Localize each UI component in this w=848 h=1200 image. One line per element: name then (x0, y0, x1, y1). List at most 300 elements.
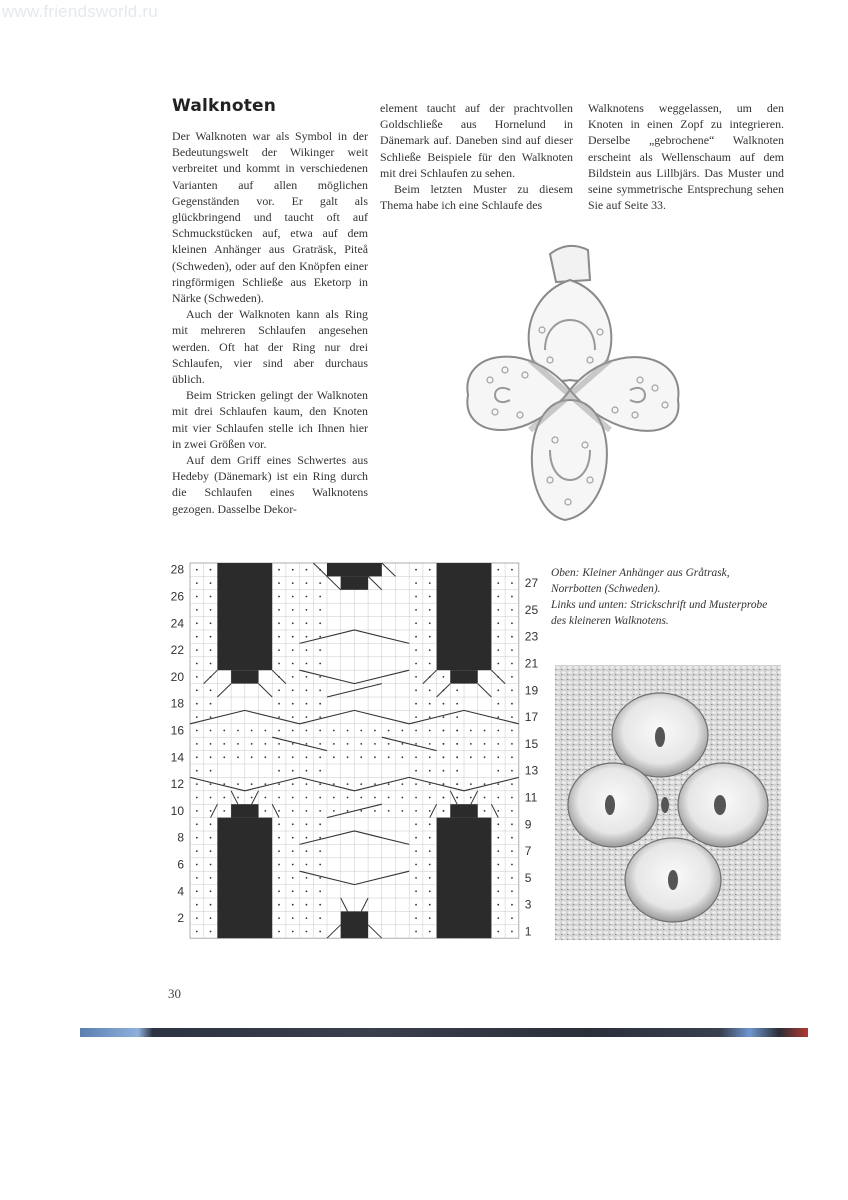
purl-dot (196, 596, 198, 598)
purl-dot (237, 743, 239, 745)
purl-dot (443, 797, 445, 799)
purl-dot (511, 689, 513, 691)
purl-dot (306, 823, 308, 825)
purl-dot (497, 890, 499, 892)
purl-dot (278, 636, 280, 638)
purl-dot (497, 770, 499, 772)
purl-dot (456, 730, 458, 732)
purl-dot (415, 904, 417, 906)
row-label-left: 8 (177, 830, 184, 845)
purl-dot (264, 797, 266, 799)
purl-dot (319, 663, 321, 665)
purl-dot (374, 783, 376, 785)
purl-dot (429, 730, 431, 732)
purl-dot (223, 743, 225, 745)
purl-dot (251, 783, 253, 785)
no-stitch-block (437, 563, 492, 670)
purl-dot (456, 797, 458, 799)
purl-dot (374, 797, 376, 799)
row-label-right: 9 (524, 817, 532, 832)
purl-dot (374, 743, 376, 745)
purl-dot (196, 689, 198, 691)
purl-dot (196, 823, 198, 825)
row-label-right: 17 (524, 710, 539, 725)
purl-dot (251, 743, 253, 745)
purl-dot (196, 622, 198, 624)
purl-dot (415, 609, 417, 611)
purl-dot (210, 904, 212, 906)
paragraph: Auch der Walknoten kann als Ring mit mehreren Schlaufen angesehen werden. Oft hat der Ring nur drei Schlaufen, vier sind aber durchaus üblich. (172, 307, 368, 387)
purl-dot (292, 649, 294, 651)
row-label-left: 4 (177, 884, 184, 899)
purl-dot (429, 689, 431, 691)
purl-dot (333, 797, 335, 799)
purl-dot (210, 703, 212, 705)
row-label-right: 3 (524, 897, 532, 912)
purl-dot (306, 703, 308, 705)
purl-dot (319, 676, 321, 678)
purl-dot (196, 877, 198, 879)
purl-dot (306, 810, 308, 812)
purl-dot (306, 569, 308, 571)
purl-dot (306, 716, 308, 718)
purl-dot (292, 877, 294, 879)
purl-dot (196, 810, 198, 812)
purl-dot (429, 649, 431, 651)
purl-dot (388, 756, 390, 758)
purl-dot (497, 663, 499, 665)
purl-dot (415, 649, 417, 651)
purl-dot (223, 756, 225, 758)
paragraph: Beim letzten Muster zu diesem Thema habe ich eine Schlaufe des (380, 182, 573, 213)
purl-dot (278, 663, 280, 665)
purl-dot (292, 837, 294, 839)
row-label-left: 2 (177, 911, 184, 926)
purl-dot (497, 783, 499, 785)
row-label-left: 28 (170, 562, 184, 577)
purl-dot (511, 877, 513, 879)
purl-dot (497, 877, 499, 879)
purl-dot (278, 743, 280, 745)
purl-dot (319, 636, 321, 638)
purl-dot (415, 783, 417, 785)
purl-dot (511, 823, 513, 825)
purl-dot (443, 676, 445, 678)
purl-dot (497, 716, 499, 718)
purl-dot (319, 716, 321, 718)
row-label-right: 23 (524, 629, 539, 644)
purl-dot (415, 823, 417, 825)
purl-dot (497, 917, 499, 919)
purl-dot (497, 569, 499, 571)
purl-dot (237, 756, 239, 758)
purl-dot (429, 582, 431, 584)
purl-dot (456, 783, 458, 785)
purl-dot (319, 890, 321, 892)
purl-dot (306, 917, 308, 919)
purl-dot (292, 569, 294, 571)
purl-dot (484, 730, 486, 732)
purl-dot (388, 783, 390, 785)
purl-dot (497, 609, 499, 611)
purl-dot (210, 756, 212, 758)
purl-dot (292, 622, 294, 624)
purl-dot (210, 810, 212, 812)
purl-dot (415, 917, 417, 919)
purl-dot (210, 636, 212, 638)
purl-dot (306, 783, 308, 785)
purl-dot (251, 797, 253, 799)
purl-dot (210, 582, 212, 584)
purl-dot (443, 703, 445, 705)
purl-dot (306, 622, 308, 624)
purl-dot (347, 810, 349, 812)
purl-dot (456, 703, 458, 705)
purl-dot (360, 743, 362, 745)
purl-dot (443, 716, 445, 718)
purl-dot (484, 743, 486, 745)
purl-dot (210, 622, 212, 624)
purl-dot (415, 596, 417, 598)
purl-dot (415, 837, 417, 839)
purl-dot (319, 877, 321, 879)
purl-dot (196, 904, 198, 906)
purl-dot (196, 756, 198, 758)
purl-dot (443, 770, 445, 772)
row-label-right: 7 (524, 844, 532, 859)
purl-dot (456, 716, 458, 718)
purl-dot (292, 582, 294, 584)
purl-dot (278, 810, 280, 812)
purl-dot (306, 689, 308, 691)
purl-dot (497, 931, 499, 933)
purl-dot (456, 770, 458, 772)
purl-dot (401, 730, 403, 732)
page-number: 30 (168, 986, 181, 1001)
purl-dot (292, 770, 294, 772)
purl-dot (443, 730, 445, 732)
purl-dot (511, 622, 513, 624)
purl-dot (278, 770, 280, 772)
purl-dot (196, 864, 198, 866)
purl-dot (456, 756, 458, 758)
purl-dot (388, 797, 390, 799)
caption-line-1: Oben: Kleiner Anhänger aus Gråtrask, Norrbotten (Schweden). (551, 567, 730, 595)
purl-dot (292, 609, 294, 611)
purl-dot (347, 730, 349, 732)
purl-dot (306, 904, 308, 906)
purl-dot (333, 743, 335, 745)
purl-dot (497, 582, 499, 584)
purl-dot (415, 864, 417, 866)
purl-dot (511, 716, 513, 718)
purl-dot (429, 743, 431, 745)
row-label-left: 22 (170, 643, 184, 658)
purl-dot (374, 810, 376, 812)
purl-dot (429, 890, 431, 892)
purl-dot (210, 609, 212, 611)
purl-dot (429, 703, 431, 705)
purl-dot (429, 636, 431, 638)
purl-dot (484, 783, 486, 785)
no-stitch-block (341, 576, 368, 589)
row-label-left: 24 (170, 616, 184, 631)
purl-dot (470, 756, 472, 758)
purl-dot (292, 904, 294, 906)
purl-dot (497, 622, 499, 624)
purl-dot (497, 703, 499, 705)
purl-dot (237, 797, 239, 799)
purl-dot (360, 797, 362, 799)
purl-dot (278, 783, 280, 785)
purl-dot (278, 756, 280, 758)
purl-dot (511, 756, 513, 758)
purl-dot (196, 837, 198, 839)
purl-dot (511, 636, 513, 638)
purl-dot (306, 609, 308, 611)
row-label-left: 6 (177, 857, 184, 872)
purl-dot (401, 783, 403, 785)
purl-dot (196, 663, 198, 665)
purl-dot (429, 596, 431, 598)
purl-dot (319, 904, 321, 906)
purl-dot (511, 649, 513, 651)
purl-dot (278, 689, 280, 691)
purl-dot (415, 743, 417, 745)
purl-dot (319, 797, 321, 799)
purl-dot (306, 797, 308, 799)
purl-dot (415, 716, 417, 718)
purl-dot (292, 743, 294, 745)
purl-dot (278, 649, 280, 651)
row-label-left: 26 (170, 589, 184, 604)
no-stitch-block (217, 563, 272, 670)
purl-dot (374, 756, 376, 758)
purl-dot (429, 622, 431, 624)
paragraph: element taucht auf der prachtvollen Goldschließe aus Hornelund in Dänemark auf. Daneben sind auf dieser Schließe Beispiele für den Walknoten mit drei Schlaufen zu sehen. (380, 101, 573, 180)
purl-dot (196, 770, 198, 772)
purl-dot (278, 877, 280, 879)
purl-dot (292, 596, 294, 598)
purl-dot (278, 716, 280, 718)
purl-dot (415, 797, 417, 799)
purl-dot (196, 931, 198, 933)
text-column-3 (588, 100, 784, 213)
purl-dot (429, 783, 431, 785)
purl-dot (497, 636, 499, 638)
purl-dot (196, 783, 198, 785)
purl-dot (196, 890, 198, 892)
purl-dot (456, 743, 458, 745)
purl-dot (223, 810, 225, 812)
purl-dot (196, 569, 198, 571)
purl-dot (319, 622, 321, 624)
purl-dot (497, 837, 499, 839)
purl-dot (497, 810, 499, 812)
purl-dot (264, 730, 266, 732)
purl-dot (347, 783, 349, 785)
purl-dot (429, 850, 431, 852)
purl-dot (319, 689, 321, 691)
purl-dot (292, 756, 294, 758)
purl-dot (264, 810, 266, 812)
purl-dot (210, 743, 212, 745)
purl-dot (511, 797, 513, 799)
purl-dot (278, 609, 280, 611)
purl-dot (278, 890, 280, 892)
purl-dot (210, 864, 212, 866)
purl-dot (306, 864, 308, 866)
purl-dot (292, 850, 294, 852)
purl-dot (278, 596, 280, 598)
purl-dot (511, 703, 513, 705)
purl-dot (196, 797, 198, 799)
purl-dot (306, 770, 308, 772)
purl-dot (210, 783, 212, 785)
purl-dot (415, 756, 417, 758)
purl-dot (401, 756, 403, 758)
purl-dot (319, 582, 321, 584)
purl-dot (415, 689, 417, 691)
purl-dot (429, 864, 431, 866)
purl-dot (484, 810, 486, 812)
purl-dot (497, 904, 499, 906)
purl-dot (429, 917, 431, 919)
purl-dot (511, 676, 513, 678)
purl-dot (278, 622, 280, 624)
purl-dot (196, 850, 198, 852)
purl-dot (306, 582, 308, 584)
purl-dot (251, 730, 253, 732)
purl-dot (278, 823, 280, 825)
purl-dot (237, 783, 239, 785)
purl-dot (470, 743, 472, 745)
purl-dot (429, 837, 431, 839)
purl-dot (511, 609, 513, 611)
purl-dot (470, 797, 472, 799)
purl-dot (306, 676, 308, 678)
purl-dot (319, 743, 321, 745)
purl-dot (264, 783, 266, 785)
purl-dot (429, 569, 431, 571)
purl-dot (347, 797, 349, 799)
purl-dot (374, 730, 376, 732)
purl-dot (511, 582, 513, 584)
purl-dot (511, 663, 513, 665)
purl-dot (306, 730, 308, 732)
purl-dot (497, 689, 499, 691)
row-label-right: 27 (524, 576, 539, 591)
purl-dot (292, 663, 294, 665)
no-stitch-block (341, 911, 368, 938)
row-label-left: 18 (170, 696, 184, 711)
purl-dot (388, 743, 390, 745)
purl-dot (347, 743, 349, 745)
purl-dot (251, 756, 253, 758)
purl-dot (401, 810, 403, 812)
purl-dot (429, 716, 431, 718)
purl-dot (429, 823, 431, 825)
purl-dot (196, 636, 198, 638)
purl-dot (415, 622, 417, 624)
purl-dot (347, 756, 349, 758)
purl-dot (511, 904, 513, 906)
row-label-right: 5 (524, 870, 532, 885)
paragraph: Walknotens weggelassen, um den Knoten in einen Zopf zu integrieren. Derselbe „gebrochene“ Walknoten erscheint als Wellenschaum auf dem Bildstein aus Lillbjärs. Das Muster und seine symmetrische Entsprechung sehen Sie auf Seite 33. (588, 101, 784, 213)
no-stitch-block (231, 804, 258, 817)
purl-dot (415, 703, 417, 705)
purl-dot (278, 569, 280, 571)
purl-dot (443, 783, 445, 785)
purl-dot (497, 649, 499, 651)
purl-dot (264, 743, 266, 745)
purl-dot (210, 877, 212, 879)
purl-dot (497, 756, 499, 758)
purl-dot (292, 703, 294, 705)
purl-dot (292, 917, 294, 919)
purl-dot (292, 797, 294, 799)
purl-dot (429, 756, 431, 758)
purl-dot (511, 864, 513, 866)
purl-dot (429, 797, 431, 799)
purl-dot (443, 810, 445, 812)
purl-dot (223, 783, 225, 785)
no-stitch-block (327, 563, 382, 576)
knitting-chart (160, 555, 540, 950)
purl-dot (319, 770, 321, 772)
purl-dot (196, 649, 198, 651)
purl-dot (511, 810, 513, 812)
purl-dot (292, 864, 294, 866)
row-label-right: 21 (524, 656, 539, 671)
purl-dot (497, 797, 499, 799)
purl-dot (306, 743, 308, 745)
purl-dot (415, 663, 417, 665)
no-stitch-block (437, 818, 492, 939)
purl-dot (306, 890, 308, 892)
purl-dot (429, 810, 431, 812)
purl-dot (497, 743, 499, 745)
paragraph: Der Walknoten war als Symbol in der Bedeutungswelt der Wikinger weit verbreitet und kommt in verschiedenen Varianten auf allen möglichen Gegenständen vor. Er galt als glückbringend und taucht oft auf Schmuckstücken auf, etwa auf dem kleinen Anhänger aus Graträsk, Piteå (Schweden), oder auf den Knöpfen einer ringförmigen Schließe aus Eketorp in Närke (Schweden). (172, 129, 368, 306)
figure-caption (551, 565, 781, 629)
text-column-1 (172, 128, 368, 517)
purl-dot (429, 877, 431, 879)
purl-dot (196, 582, 198, 584)
purl-dot (484, 756, 486, 758)
purl-dot (511, 850, 513, 852)
purl-dot (360, 810, 362, 812)
purl-dot (292, 716, 294, 718)
purl-dot (360, 783, 362, 785)
purl-dot (292, 730, 294, 732)
purl-dot (319, 917, 321, 919)
text-column-2 (380, 100, 573, 213)
purl-dot (497, 850, 499, 852)
row-label-right: 11 (524, 790, 538, 805)
purl-dot (511, 917, 513, 919)
purl-dot (278, 904, 280, 906)
purl-dot (278, 837, 280, 839)
purl-dot (511, 783, 513, 785)
purl-dot (237, 730, 239, 732)
purl-dot (210, 716, 212, 718)
purl-dot (278, 931, 280, 933)
purl-dot (210, 663, 212, 665)
purl-dot (360, 756, 362, 758)
purl-dot (319, 931, 321, 933)
purl-dot (511, 743, 513, 745)
purl-dot (210, 850, 212, 852)
